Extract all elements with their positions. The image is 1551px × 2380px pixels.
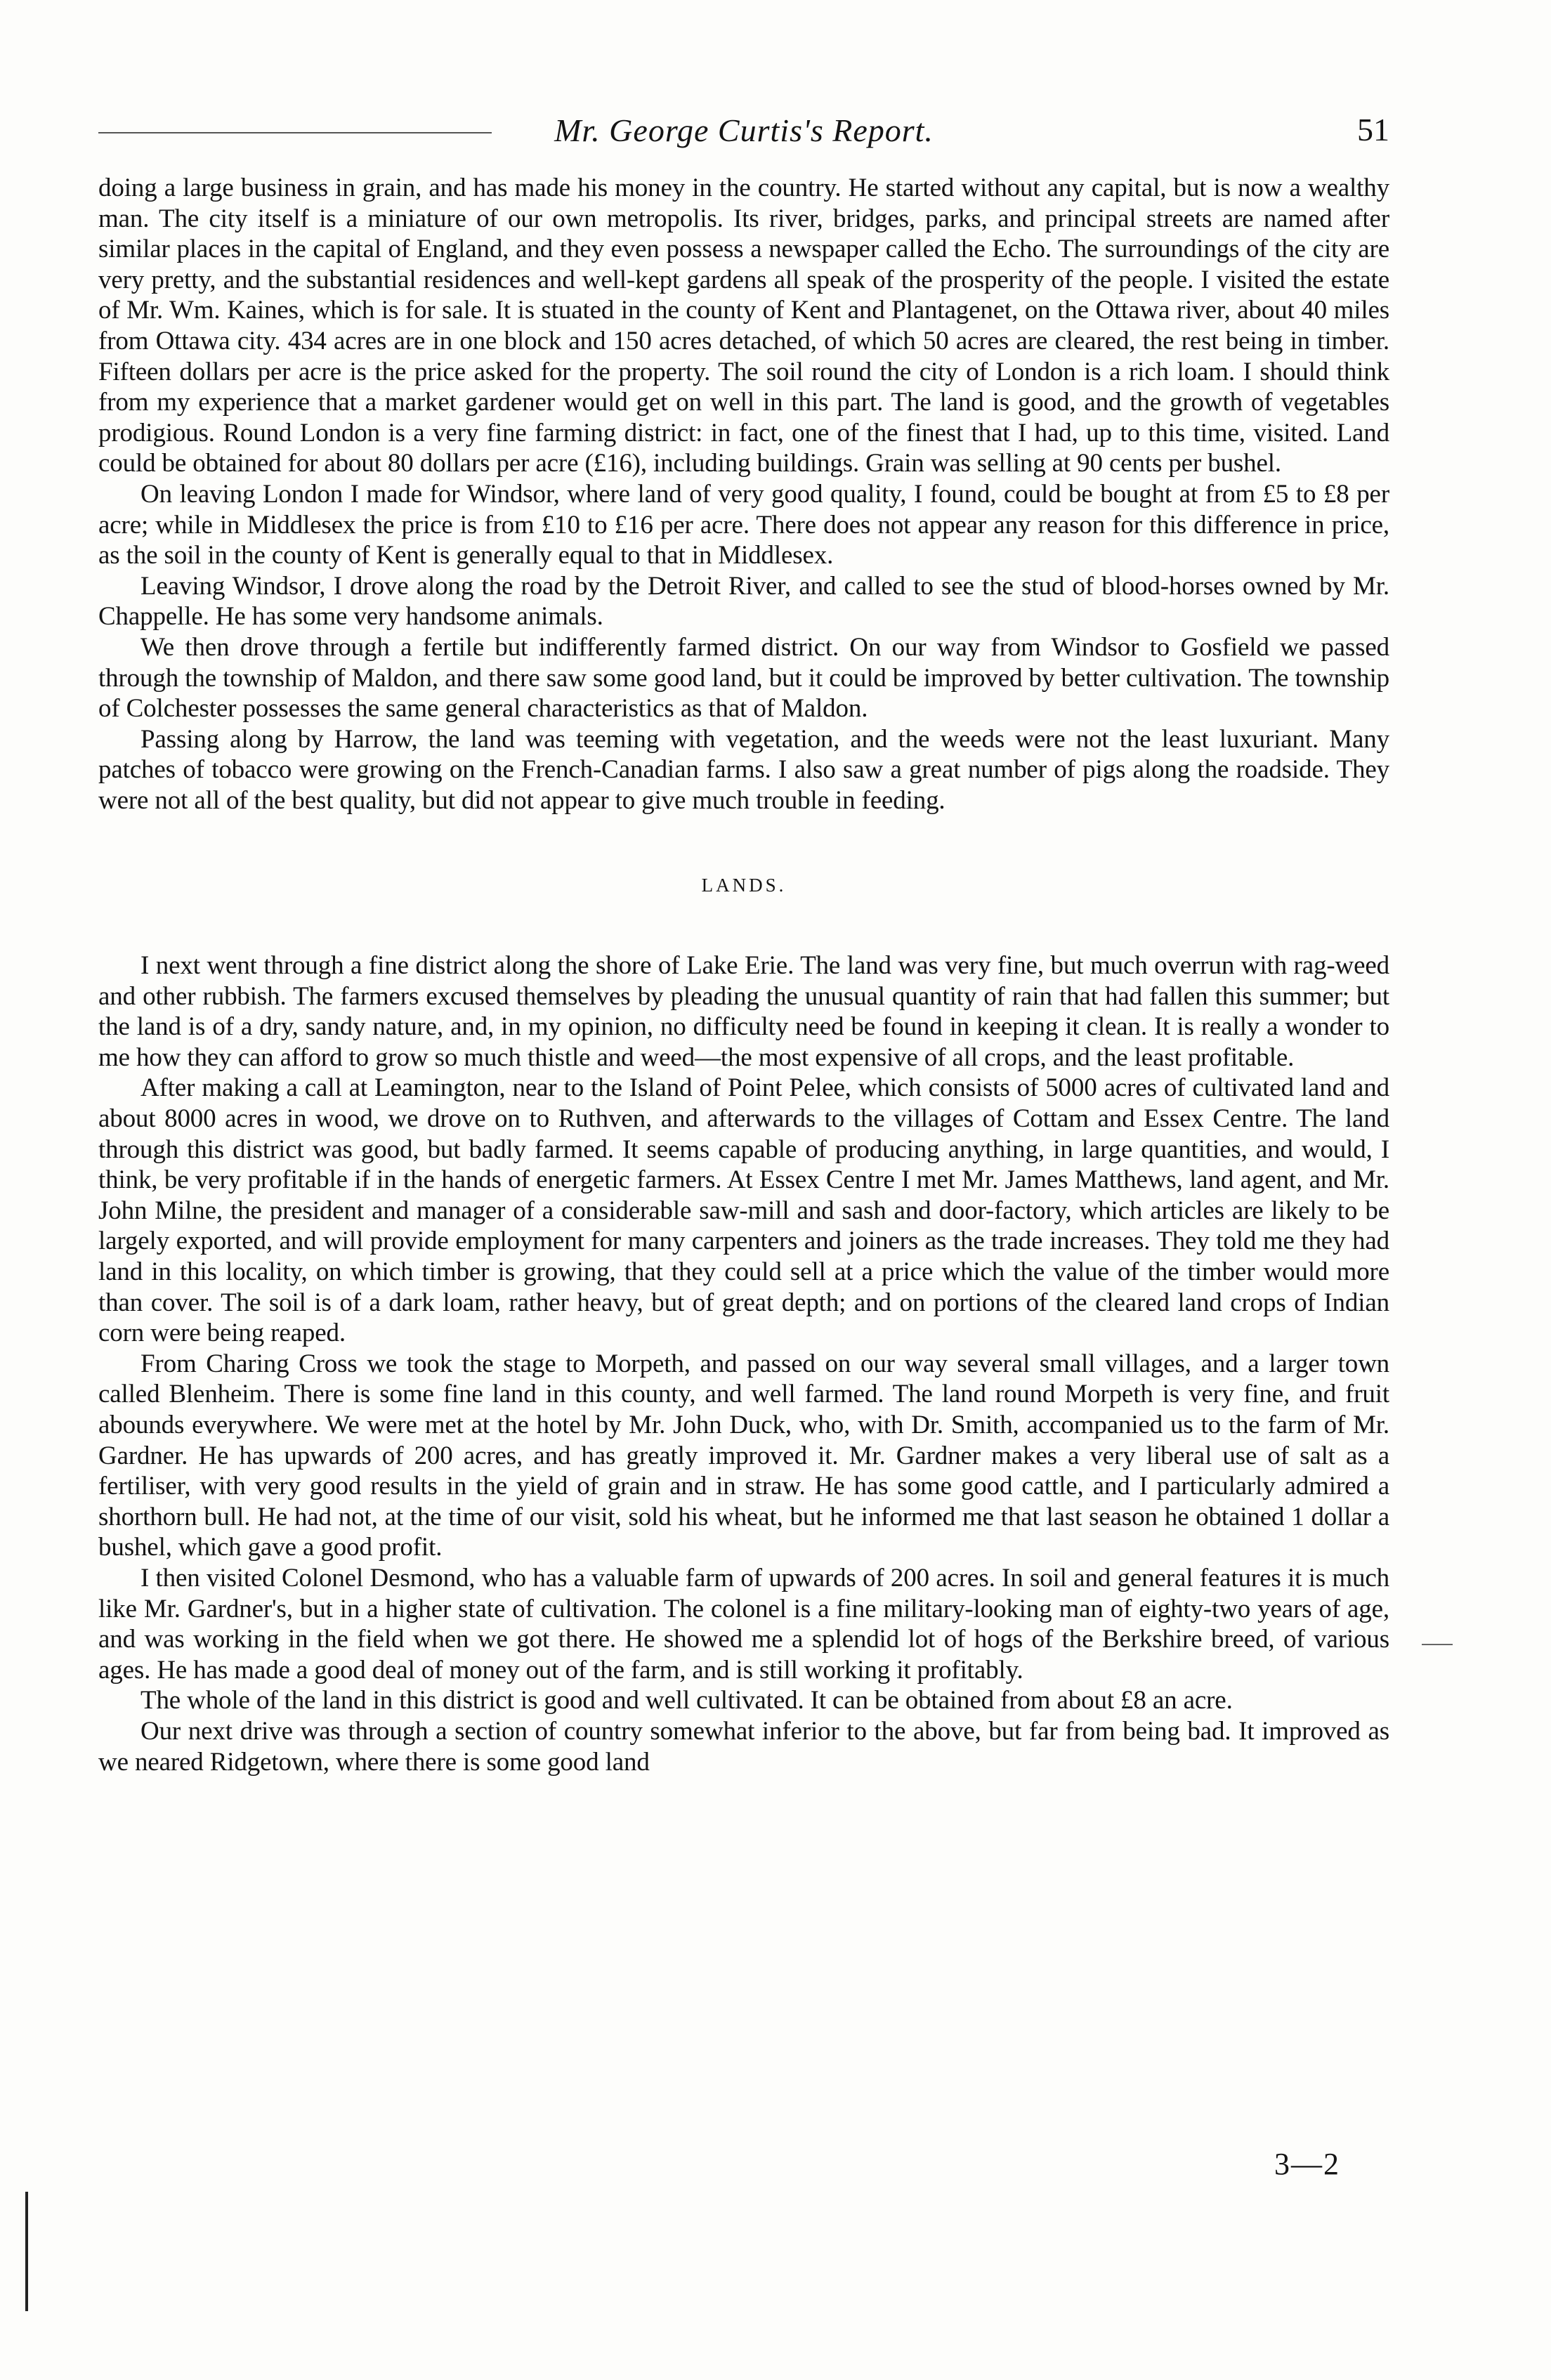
paragraph: From Charing Cross we took the stage to Morpeth, and passed on our way several small villages, and a larger town called Blenheim. There is some fine land in this county, and well farmed. The land round Morpeth is very fine, and fruit abounds everywhere. We were met at the hotel by Mr. John Duck, who, with Dr. Smith, accompanied us to the farm of Mr. Gardner. He has upwards of 200 acres, and has greatly improved it. Mr. Gardner makes a very liberal use of salt as a fertiliser, with very good results in the yield of grain and in straw. He has some good cattle, and I particularly admired a shorthorn bull. He had not, at the time of our visit, sold his wheat, but he informed me that last season he obtained 1 dollar a bushel, which gave a good profit. <box>98 1349 1389 1562</box>
margin-bar <box>25 2192 28 2311</box>
paragraph: On leaving London I made for Windsor, where land of very good quality, I found, could be bought at from £5 to £8 per acre; while in Middlesex the price is from £10 to £16 per acre. There does not appear any reason for this difference in price, as the soil in the county of Kent is generally equal to that in Middlesex. <box>98 479 1389 570</box>
paragraph: The whole of the land in this district is good and well cultivated. It can be obtained from about £8 an acre. <box>140 1686 1233 1715</box>
header-rule <box>98 132 492 133</box>
paragraph: Passing along by Harrow, the land was teeming with vegetation, and the weeds were not the least luxuriant. Many patches of tobacco were growing on the French-Canadian farms. I also saw a great number of pigs along the roadside. They were not all of the best quality, but did not appear to give much trouble in feeding. <box>98 724 1389 815</box>
paragraph: Our next drive was through a section of country somewhat inferior to the above, but far from being bad. It improved as we neared Ridgetown, where there is some good land <box>98 1716 1389 1777</box>
paragraph: I then visited Colonel Desmond, who has a valuable farm of upwards of 200 acres. In soil and general features it is much like Mr. Gardner's, but in a higher state of cultivation. The colonel is a fine military-looking man of eighty-two years of age, and was working in the field when we got there. He showed me a splendid lot of hogs of the Berkshire breed, of various ages. He has made a good deal of money out of the farm, and is still working it profitably. <box>98 1563 1389 1685</box>
page-header <box>98 105 1389 155</box>
signature-mark: 3—2 <box>1274 2147 1340 2181</box>
paragraph: Leaving Windsor, I drove along the road by the Detroit River, and called to see the stud of blood-horses owned by Mr. Chappelle. He has some very handsome animals. <box>98 571 1389 632</box>
page-number: 51 <box>1357 112 1389 148</box>
running-title: Mr. George Curtis's Report. <box>554 112 934 148</box>
section-heading: LANDS. <box>701 875 787 896</box>
paragraph-continued: doing a large business in grain, and has made his money in the country. He started without any capital, but is now a wealthy man. The city itself is a miniature of our own metropolis. Its river, bridges, parks, and principal streets are named after similar places in the capital of England, and they even possess a newspaper called the Echo. The surroundings of the city are very pretty, and the substantial residences and well-kept gardens all speak of the prosperity of the people. I visited the estate of Mr. Wm. Kaines, which is for sale. It is stuated in the county of Kent and Plantagenet, on the Ottawa river, about 40 miles from Ottawa city. 434 acres are in one block and 150 acres detached, of which 50 acres are cleared, the rest being in timber. Fifteen dollars per acre is the price asked for the property. The soil round the city of London is a rich loam. I should think from my experience that a market gardener would get on well in this part. The land is good, and the growth of vegetables prodigious. Round London is a very fine farming district: in fact, one of the finest that I had, up to this time, visited. Land could be obtained for about 80 dollars per acre (£16), including buildings. Grain was selling at 90 cents per bushel. <box>98 174 1389 478</box>
margin-tick <box>1422 1644 1453 1645</box>
paragraph: I next went through a fine district along the shore of Lake Erie. The land was very fine, but much overrun with rag-weed and other rubbish. The farmers excused themselves by pleading the unusual quantity of rain that had fallen this summer; but the land is of a dry, sandy nature, and, in my opinion, no difficulty need be found in keeping it clean. It is really a wonder to me how they can afford to grow so much thistle and weed—the most expensive of all crops, and the least profitable. <box>98 951 1389 1072</box>
paragraph: We then drove through a fertile but indifferently farmed district. On our way from Windsor to Gosfield we passed through the township of Maldon, and there saw some good land, but it could be improved by better cultivation. The township of Colchester possesses the same general characteristics as that of Maldon. <box>98 632 1389 724</box>
paragraph: After making a call at Leamington, near to the Island of Point Pelee, which consists of 5000 acres of cultivated land and about 8000 acres in wood, we drove on to Ruthven, and afterwards to the villages of Cottam and Essex Centre. The land through this district was good, but badly farmed. It seems capable of producing anything, in large quantities, and would, I think, be very profitable if in the hands of energetic farmers. At Essex Centre I met Mr. James Matthews, land agent, and Mr. John Milne, the president and manager of a considerable saw-mill and sash and door-factory, which articles are likely to be largely exported, and will provide employment for many carpenters and joiners as the trade increases. They told me they had land in this locality, on which timber is growing, that they could sell at a price which the value of the timber would more than cover. The soil is of a dark loam, rather heavy, but of great depth; and on portions of the cleared land crops of Indian corn were being reaped. <box>98 1073 1389 1348</box>
body-text <box>98 173 1389 1777</box>
